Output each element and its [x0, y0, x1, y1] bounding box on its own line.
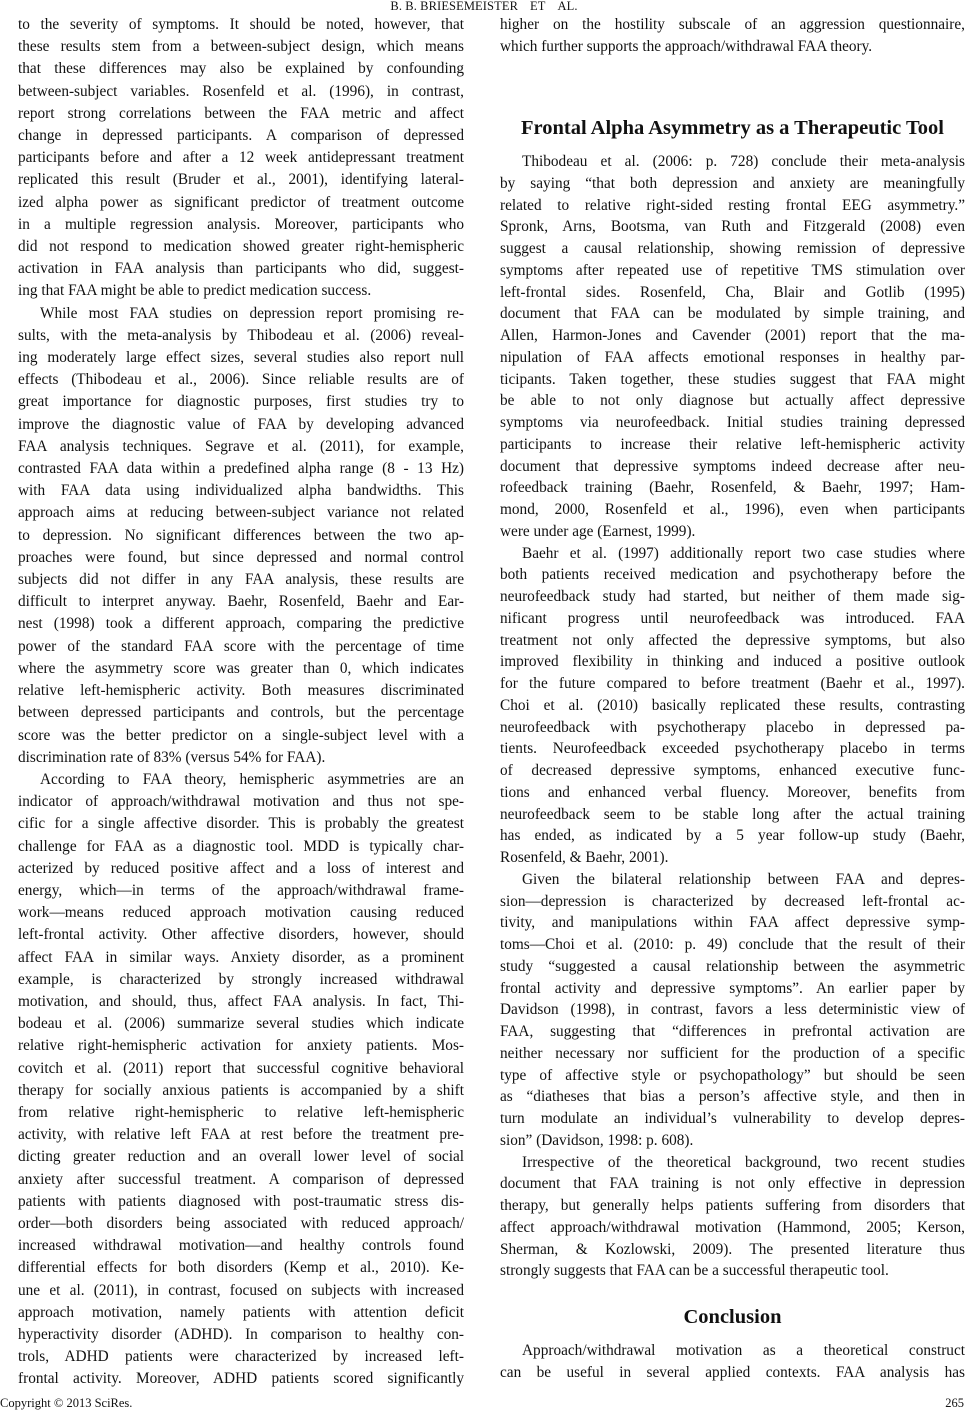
text-line: between-subject variables. Rosenfeld et al. (1996), in contrast, — [18, 82, 464, 100]
text-line: that these differences may also be explained by confounding — [18, 60, 464, 78]
text-line: energy, which—in terms of the approach/withdrawal frame- — [18, 881, 464, 899]
text-line: replicated this result (Bruder et al., 2001), identifying lateral- — [18, 171, 464, 189]
text-line: neurofeedback study had started, but neither of them made sig- — [500, 588, 965, 605]
text-line: ticipants. Taken together, these studies suggest that FAA might — [500, 370, 965, 388]
text-line: which further supports the approach/withdrawal FAA theory. — [500, 37, 873, 55]
text-line: ing moderately large effect sizes, several studies also report null — [18, 349, 464, 367]
footer-copyright: Copyright © 2013 SciRes. — [0, 1396, 133, 1410]
running-head-authors: B. B. BRIESEMEISTER — [390, 0, 519, 13]
text-line: be able to not only diagnose but actually affect depressive — [500, 392, 965, 410]
text-line: therapy, but generally helps patients suffering from disorders that — [500, 1197, 965, 1214]
text-line: relative left-hemispheric activity. Both measures discriminated — [18, 682, 464, 700]
text-line: ing that FAA might be able to predict medication success. — [18, 282, 372, 300]
text-line: improved flexibility in thinking and induced a positive outlook — [500, 653, 965, 671]
text-line: Allen, Harmon-Jones and Cavender (2001) report that the ma- — [500, 327, 965, 344]
text-line: activity, with relative left FAA at rest before the treatment pre- — [18, 1126, 464, 1144]
running-head — [0, 0, 968, 13]
text-line: left-frontal sides. Rosenfeld, Cha, Blair and Gotlib (1995) — [500, 283, 965, 301]
text-line: nificant progress until neurofeedback was introduced. FAA — [500, 609, 965, 627]
text-line: sults, with the meta-analysis by Thibodeau et al. (2006) reveal- — [18, 326, 464, 344]
text-line: score was the better predictor on a single-subject level with a — [18, 726, 464, 744]
text-line: document that depressive symptoms indeed decrease after neu- — [500, 457, 965, 475]
text-line: type of affective style or psychopathology” but should be seen — [500, 1066, 965, 1084]
text-line: dicting greater reduction and an overall lower level of social — [18, 1148, 464, 1166]
text-line: relative right-hemispheric activation for anxiety patients. Mos- — [18, 1037, 464, 1055]
text-line: rofeedback training (Baehr, Rosenfeld, & Baehr, 1997; Ham- — [500, 479, 965, 497]
text-line: differential effects for both disorders (Kemp et al., 2010). Ke- — [18, 1259, 464, 1277]
text-line: work—means reduced approach motivation causing reduced — [18, 904, 464, 922]
paragraph — [500, 1340, 965, 1384]
text-line: left-frontal activity. Other affective disorders, however, should — [18, 926, 464, 944]
text-line: power of the standard FAA score with the percentage of time — [18, 637, 464, 655]
text-line: suggest a causal relationship, showing remission of depressive — [500, 240, 965, 257]
text-line: participants to increase their relative left-hemispheric activity — [500, 435, 965, 453]
text-line: sion—depression is characterized by decreased left-frontal ac- — [500, 892, 965, 910]
paragraph — [500, 869, 965, 1152]
text-line: document that FAA training is not only effective in depression — [500, 1175, 965, 1193]
text-line: tients. Neurofeedback exceeded psychotherapy placebo in terms — [500, 740, 965, 758]
text-line: where the asymmetry score was greater than 0, which indicates — [18, 659, 464, 677]
text-line: increased withdrawal motivation—and healthy controls found — [18, 1237, 464, 1255]
text-line: Spronk, Arns, Bootsma, van Ruth and Fitzgerald (2008) even — [500, 218, 965, 236]
text-line: higher on the hostility subscale of an aggression questionnaire, — [500, 16, 965, 33]
text-line: Choi et al. (2010) basically replicated these results, contrasting — [500, 696, 965, 714]
paragraph — [500, 151, 965, 543]
text-line: une et al. (2011), in contrast, focused on subjects with increased — [18, 1281, 464, 1299]
text-line: Baehr et al. (1997) additionally report two case studies where — [522, 544, 965, 562]
text-line: affect FAA in similar ways. Anxiety disorder, as a prominent — [18, 948, 464, 966]
text-line: cific for a single affective disorder. This is probably the greatest — [18, 815, 464, 833]
text-line: trols, ADHD patients were characterized by increased left- — [18, 1348, 464, 1366]
text-line: related to relative right-sided resting frontal EEG asymmetry.” — [500, 196, 965, 214]
section-heading: Frontal Alpha Asymmetry as a Therapeutic Tool — [521, 117, 944, 139]
text-line: Given the bilateral relationship between FAA and depres- — [522, 870, 965, 888]
text-line: difficult to interpret anyway. Baehr, Rosenfeld, Baehr and Ear- — [18, 593, 464, 611]
paragraph — [500, 1152, 965, 1283]
text-line: strongly suggests that FAA can be a successful therapeutic tool. — [500, 1262, 889, 1280]
text-line: by saying “that both depression and anxiety are meaningfully — [500, 174, 965, 192]
text-line: turn modulate an individual’s vulnerability to develop depres- — [500, 1110, 965, 1127]
text-line: these results stem from a between-subject design, which means — [18, 38, 464, 56]
paragraph — [500, 543, 965, 869]
text-line: toms—Choi et al. (2010: p. 49) conclude that the result of their — [500, 936, 965, 953]
right-column-section — [500, 151, 965, 1282]
text-line: treatment not only affected the depressive symptoms, but also — [500, 631, 965, 649]
text-line: frontal activity and depressive symptoms”. An earlier paper by — [500, 979, 965, 997]
text-line: contrasted FAA data within a predefined alpha range (8 - 13 Hz) — [18, 460, 464, 478]
text-line: neurofeedback seem to be stable long after the actual training — [500, 805, 965, 823]
text-line: report strong correlations between the FAA metric and affect — [18, 104, 464, 122]
text-line: According to FAA theory, hemispheric asymmetries are an — [40, 770, 464, 788]
text-line: therapy for socially anxious patients is accompanied by a shift — [18, 1081, 464, 1099]
text-line: Davidson (1998), in contrast, favors a less deterministic view of — [500, 1001, 965, 1019]
text-line: FAA, suggesting that “differences in prefrontal activation are — [500, 1023, 965, 1040]
text-line: from relative right-hemispheric to relative left-hemispheric — [18, 1103, 464, 1121]
text-line: neither necessary nor sufficient for the production of a specific — [500, 1044, 965, 1062]
text-line: with FAA data using individualized alpha bandwidths. This — [18, 482, 464, 500]
paragraph — [18, 14, 464, 303]
text-line: symptoms after repeated use of repetitive TMS stimulation over — [500, 261, 965, 279]
paragraph — [500, 14, 965, 58]
text-line: in a multiple regression analysis. Moreover, participants who — [18, 215, 464, 233]
text-line: While most FAA studies on depression report promising re- — [40, 304, 464, 322]
text-line: tions and enhanced verbal fluency. Moreover, benefits from — [500, 783, 965, 801]
text-line: symptoms via neurofeedback. Initial studies training depressed — [500, 414, 965, 431]
text-line: affect approach/withdrawal motivation (Hammond, 2005; Kerson, — [500, 1218, 965, 1236]
text-line: motivation, and should, thus, affect FAA analysis. In fact, Thi- — [18, 992, 464, 1010]
right-column-top — [500, 14, 965, 58]
text-line: patients with patients diagnosed with post-traumatic stress dis- — [18, 1192, 464, 1210]
text-line: challenge for FAA as a diagnostic tool. MDD is typically char- — [18, 837, 464, 855]
text-line: between depressed participants and controls, but the percentage — [18, 704, 464, 722]
running-head-et: ET — [530, 0, 546, 13]
text-line: nest (1998) took a different approach, comparing the predictive — [18, 615, 464, 633]
text-line: activation in FAA analysis than participants who did, suggest- — [18, 260, 464, 278]
text-line: effects (Thibodeau et al., 2006). Since reliable results are of — [18, 371, 464, 389]
text-line: document that FAA can be modulated by simple training, and — [500, 305, 965, 323]
text-line: approach aims at reducing between-subject variance not related — [18, 504, 464, 522]
left-column — [18, 14, 464, 1391]
text-line: to depression. No significant differences between the two ap- — [18, 526, 464, 544]
text-line: frontal activity. Moreover, ADHD patients scored significantly — [18, 1370, 464, 1388]
right-column-conclusion — [500, 1340, 965, 1384]
text-line: improve the diagnostic value of FAA by developing advanced — [18, 415, 464, 433]
text-line: Sherman, & Kozlowski, 2009). The presented literature thus — [500, 1240, 965, 1258]
text-line: approach motivation, namely patients with attention deficit — [18, 1303, 464, 1321]
text-line: anxiety after successful treatment. A comparison of depressed — [18, 1170, 464, 1188]
text-line: can be useful in several applied contexts. FAA analysis has — [500, 1363, 965, 1381]
text-line: Rosenfeld, & Baehr, 2001). — [500, 849, 669, 866]
text-line: indicator of approach/withdrawal motivation and thus not spe- — [18, 793, 464, 811]
conclusion-heading: Conclusion — [683, 1306, 782, 1328]
text-line: discrimination rate of 83% (versus 54% for FAA). — [18, 748, 326, 766]
text-line: to the severity of symptoms. It should be noted, however, that — [18, 16, 464, 33]
text-line: participants before and after a 12 week antidepressant treatment — [18, 149, 464, 167]
running-head-al: AL. — [557, 0, 578, 13]
text-line: great importance for diagnostic purposes, first studies try to — [18, 393, 464, 411]
text-line: has ended, as indicated by a 5 year follow-up study (Baehr, — [500, 827, 965, 845]
text-line: Irrespective of the theoretical background, two recent studies — [522, 1153, 965, 1171]
text-line: study “suggested a causal relationship between the asymmetric — [500, 957, 965, 975]
text-line: example, is characterized by strongly increased withdrawal — [18, 970, 464, 988]
text-line: both patients received medication and psychotherapy before the — [500, 566, 965, 584]
text-line: were under age (Earnest, 1999). — [500, 522, 696, 540]
text-line: FAA analysis techniques. Segrave et al. (2011), for example, — [18, 437, 464, 455]
text-line: tivity, and manipulations within FAA affect depressive symp- — [500, 914, 965, 932]
text-line: subjects did not differ in any FAA analysis, these results are — [18, 571, 464, 589]
text-line: as “diatheses that bias a person’s affective style, and then in — [500, 1088, 965, 1106]
text-line: ized alpha power as significant predictor of treatment outcome — [18, 193, 464, 211]
text-line: hyperactivity disorder (ADHD). In comparison to healthy con- — [18, 1325, 464, 1343]
text-line: for the future compared to before treatment (Baehr et al., 1997). — [500, 675, 965, 692]
text-line: Thibodeau et al. (2006: p. 728) conclude their meta-analysis — [522, 153, 965, 170]
text-line: proaches were found, but since depressed and normal control — [18, 548, 464, 566]
text-line: sion” (Davidson, 1998: p. 608). — [500, 1131, 694, 1149]
text-line: order—both disorders being associated with reduced approach/ — [18, 1214, 464, 1232]
footer-page-number: 265 — [945, 1396, 964, 1410]
text-line: acterized by reduced positive affect and a loss of interest and — [18, 859, 464, 877]
text-line: Approach/withdrawal motivation as a theoretical construct — [522, 1342, 965, 1359]
text-line: did not respond to medication showed greater right-hemispheric — [18, 238, 464, 256]
paragraph — [18, 769, 464, 1391]
text-line: neurofeedback with psychotherapy placebo in depressed pa- — [500, 718, 965, 736]
text-line: bodeau et al. (2006) summarize several studies which indicate — [18, 1015, 464, 1033]
text-line: nipulation of FAA affects emotional responses in healthy par- — [500, 348, 965, 366]
text-line: covitch et al. (2011) report that successful cognitive behavioral — [18, 1059, 464, 1077]
text-line: mond, 2000, Rosenfeld et al., 1996), even when participants — [500, 501, 965, 518]
paragraph — [18, 303, 464, 769]
text-line: change in depressed participants. A comparison of depressed — [18, 127, 464, 145]
text-line: of decreased depressive symptoms, enhanced executive func- — [500, 762, 965, 779]
